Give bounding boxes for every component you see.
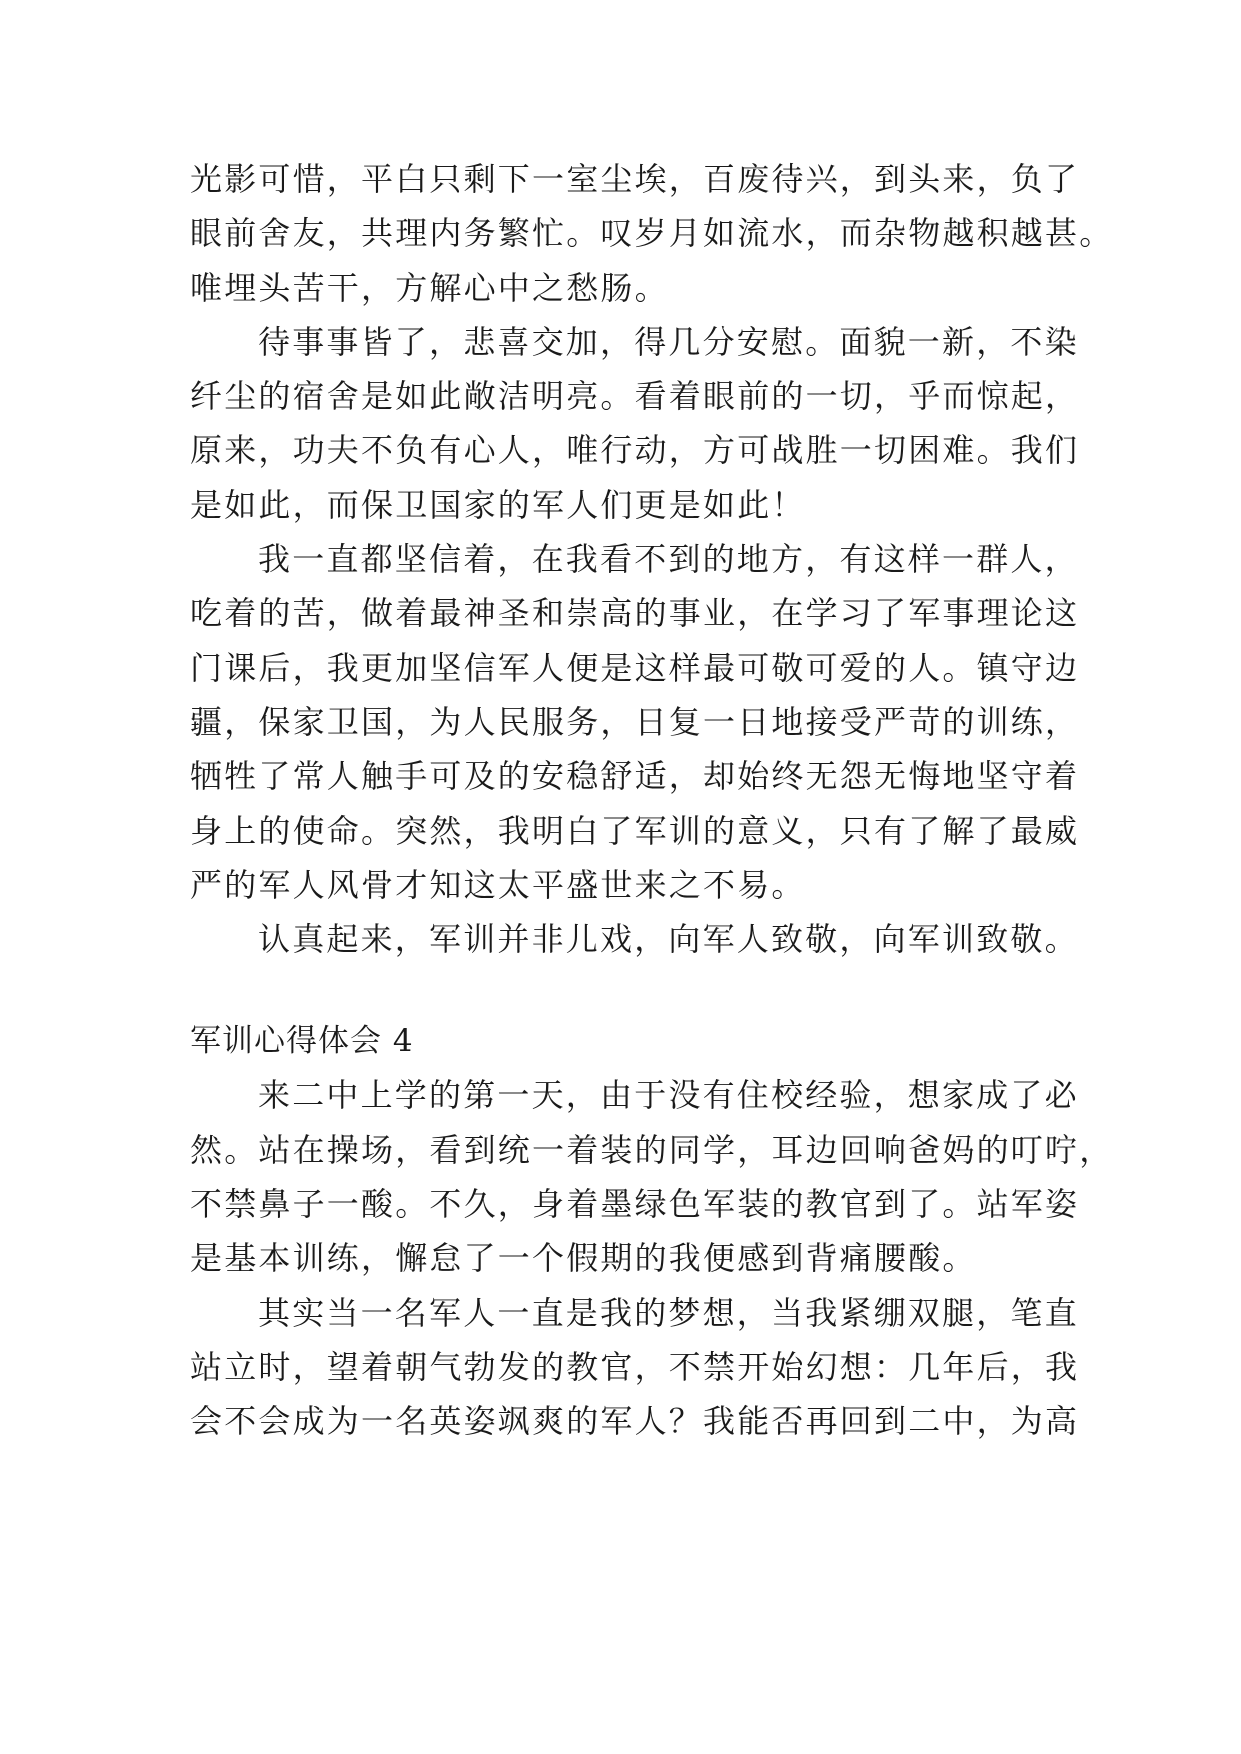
text-line: 原来，功夫不负有心人，唯行动，方可战胜一切困难。我们 [190,431,1080,470]
text-line: 吃着的苦，做着最神圣和崇高的事业，在学习了军事理论这 [190,594,1080,633]
text-line: 不禁鼻子一酸。不久，身着墨绿色军装的教官到了。站军姿 [190,1185,1080,1224]
paragraph-4 [190,912,1079,966]
text-line: 来二中上学的第一天，由于没有住校经验，想家成了必 [258,1076,1079,1115]
text-line: 严的军人风骨才知这太平盛世来之不易。 [190,865,806,904]
text-line: 是如此，而保卫国家的军人们更是如此！ [190,485,806,524]
document-body [190,152,1114,1449]
text-line: 身上的使命。突然，我明白了军训的意义，只有了解了最威 [190,811,1080,850]
paragraph-5 [190,1068,1114,1285]
text-line: 疆，保家卫国，为人民服务，日复一日地接受严苛的训练， [190,702,1080,741]
paragraph-2 [190,315,1080,532]
text-line: 牺牲了常人触手可及的安稳舒适，却始终无怨无悔地坚守着 [190,757,1080,796]
text-line: 门课后，我更加坚信军人便是这样最可敬可爱的人。镇守边 [190,648,1080,687]
paragraph-6 [190,1286,1080,1449]
text-line: 会不会成为一名英姿飒爽的军人？我能否再回到二中，为高 [190,1402,1080,1441]
section-title: 军训心得体会 4 [190,1023,414,1060]
text-line: 眼前舍友，共理内务繁忙。叹岁月如流水，而杂物越积越甚。 [190,214,1114,253]
text-line: 认真起来，军训并非儿戏，向军人致敬，向军训致敬。 [258,920,1079,959]
text-line: 光影可惜，平白只剩下一室尘埃，百废待兴，到头来，负了 [190,160,1080,198]
text-line: 是基本训练，懈怠了一个假期的我便感到背痛腰酸。 [190,1239,977,1278]
text-line: 待事事皆了，悲喜交加，得几分安慰。面貌一新，不染 [258,322,1079,361]
text-line: 纤尘的宿舍是如此敞洁明亮。看着眼前的一切，乎而惊起， [190,377,1080,416]
text-line: 然。站在操场，看到统一着装的同学，耳边回响爸妈的叮咛， [190,1130,1114,1169]
text-line: 站立时，望着朝气勃发的教官，不禁开始幻想：几年后，我 [190,1347,1080,1386]
text-line: 我一直都坚信着，在我看不到的地方，有这样一群人， [258,540,1079,579]
text-line: 唯埋头苦干，方解心中之愁肠。 [190,268,669,307]
paragraph-1 [190,152,1114,315]
text-line: 其实当一名军人一直是我的梦想，当我紧绷双腿，笔直 [258,1293,1079,1332]
paragraph-3 [190,532,1080,912]
